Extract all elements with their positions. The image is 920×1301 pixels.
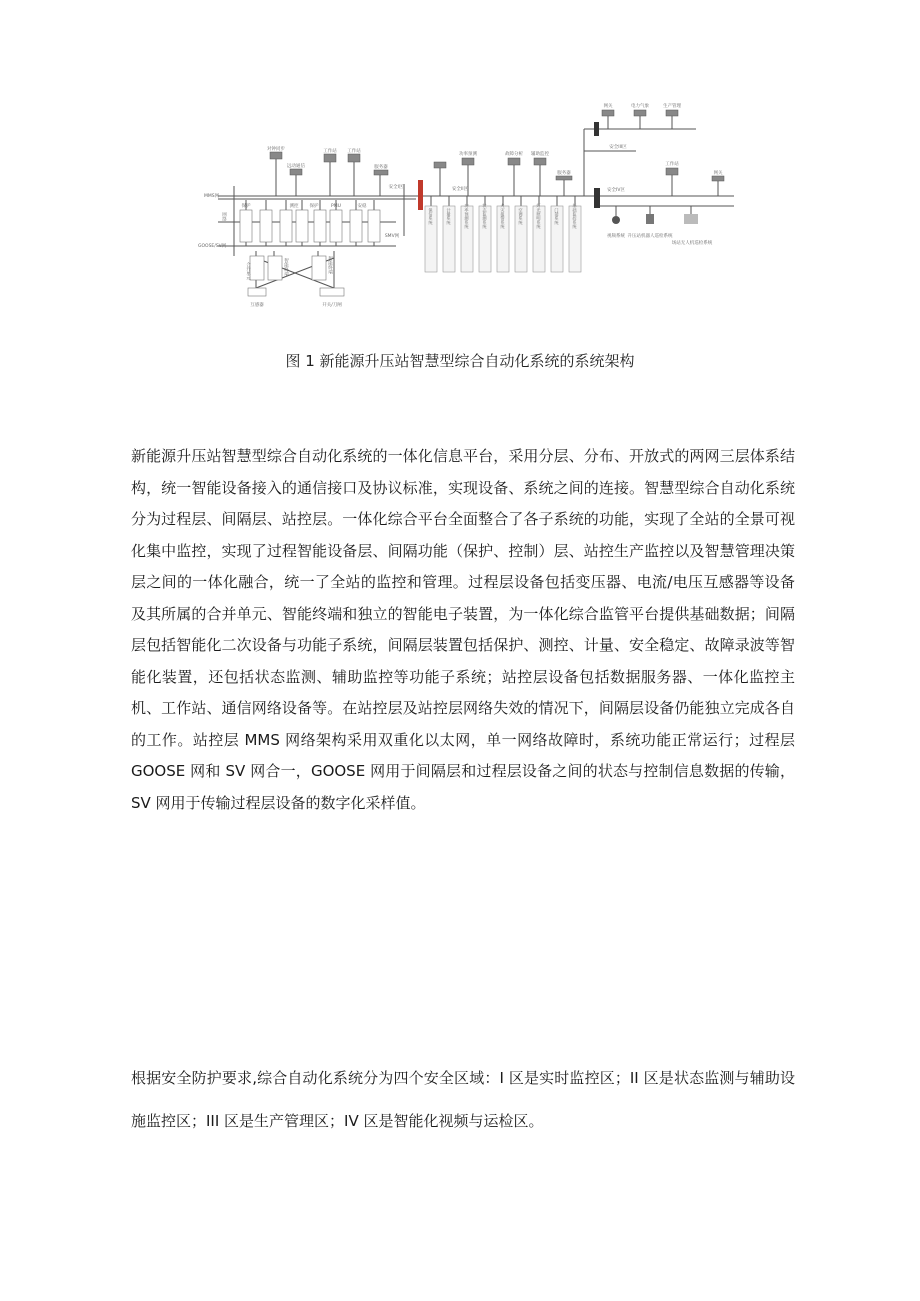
smv-label: SMV网 — [384, 234, 400, 239]
video-camera-icon — [612, 216, 620, 224]
gateway-right-label: 网关 — [713, 171, 723, 176]
bay-device-box — [280, 210, 292, 242]
fault-analysis-icon — [508, 158, 520, 165]
zone-iv-label: 安全IV区 — [607, 188, 625, 193]
smart-terminal-1-label: 智能终端 — [283, 258, 289, 276]
workstation-2-icon — [348, 154, 360, 162]
subsystem-label: 基础监控系统 — [572, 203, 578, 229]
remote-server-icon — [290, 169, 302, 175]
bay-device-box — [240, 210, 252, 242]
gateway-right-icon — [712, 176, 724, 181]
subsystem-label: 灯光照明系统 — [536, 203, 542, 229]
smart-terminal-box — [312, 256, 326, 280]
subsystem-label: 计量系统 — [446, 207, 452, 225]
safety-label: 安稳 — [357, 204, 367, 209]
bay-device-box — [368, 210, 380, 242]
production-label: 生产管理 — [663, 104, 681, 109]
aux-monitor-label: 辅助监控 — [531, 152, 549, 157]
figure-caption: 图 1 新能源升压站智慧型综合自动化系统的系统架构 — [285, 352, 635, 370]
weather-icon — [634, 110, 646, 116]
firewall-icon — [418, 180, 423, 210]
robot-icon — [646, 214, 654, 224]
workstation-1-label: 工作站 — [323, 149, 337, 154]
server-1-icon — [374, 170, 388, 175]
net-label: 网络 — [221, 212, 227, 221]
body-paragraph-1: 新能源升压站智慧型综合自动化系统的一体化信息平台，采用分层、分布、开放式的两网三层体系结构，统一智能设备接入的通信接口及协议标准，实现设备、系统之间的连接。智慧型综合自动化系统分为过程层、间隔层、站控层。一体化综合平台全面整合了各子系统的功能，实现了全站的全景可视化集中监控，实现了过程智能设备层、间隔功能（保护、控制）层、站控生产监控以及智慧管理决策层之间的一体化融合，统一了全站的监控和管理。过程层设备包括变压器、电流/电压互感器等设备及其所属的合并单元、智能终端和独立的智能电子装置，为一体化综合监管平台提供基础数据；间隔层包括智能化二次设备与功能子系统，间隔层装置包括保护、测控、计量、安全稳定、故障录波等智能化装置，还包括状态监测、辅助监控等功能子系统；站控层设备包括数据服务器、一体化监控主机、工作站、通信网络设备等。在站控层及站控层网络失效的情况下，间隔层设备仍能独立完成各自的工作。站控层 MMS 网络架构采用双重化以太网，单一网络故障时，系统功能正常运行；过程层 GOOSE 网和 SV 网合一，GOOSE 网用于间隔层和过程层设备之间的状态与控制信息数据的传输，SV 网用于传输过程层设备的数字化采样值。 — [131, 447, 795, 812]
goose-sv-label: GOOSE/SV网 — [198, 244, 227, 249]
subsystem-label: 火灾报警系统 — [500, 203, 506, 229]
bay-device-box — [350, 210, 362, 242]
workstation-3-icon — [666, 168, 678, 175]
time-sync-label: 对钟同步 — [267, 147, 285, 152]
power-forecast-icon — [462, 158, 474, 165]
subsystem-label: 门禁系统 — [554, 207, 560, 225]
remote-label: 远动通信 — [287, 164, 305, 169]
bay-device-box — [260, 210, 272, 242]
gateway-mid-icon — [434, 162, 446, 168]
protection-1-label: 保护 — [241, 204, 251, 209]
transformer-label: 互感器 — [250, 303, 264, 308]
weather-label: 电力气象 — [631, 104, 649, 109]
system-architecture-diagram — [196, 96, 744, 318]
aux-monitor-icon — [534, 158, 546, 165]
power-forecast-label: 功率预测 — [459, 152, 477, 157]
subsystem-label: 保信系统 — [428, 207, 434, 225]
isolator-top-icon — [594, 122, 599, 136]
server-1-label: 服务器 — [374, 165, 388, 170]
gateway-top-icon — [602, 110, 614, 116]
protection-2-label: 保护 — [309, 204, 319, 209]
drone-icon — [684, 214, 698, 224]
server-2-label: 服务器 — [557, 171, 571, 176]
bay-device-box — [330, 210, 342, 242]
workstation-1-icon — [324, 154, 336, 162]
workstation-3-label: 工作站 — [665, 162, 679, 167]
smart-terminal-2-label: 智能终端 — [327, 256, 333, 274]
smart-terminal-box — [268, 256, 282, 280]
zone-i-label: 安全I区 — [388, 185, 404, 190]
robot-patrol-label: 升压站机器人巡检系统 — [627, 234, 673, 239]
transformer-box — [248, 288, 266, 296]
architecture-svg — [196, 96, 744, 318]
time-sync-icon — [270, 152, 282, 159]
merging-unit-label: 合并单元 — [245, 262, 251, 280]
mms-label: MMS网 — [204, 194, 220, 199]
fault-analysis-label: 故障分析 — [505, 152, 523, 157]
pmu-label: PMU — [331, 204, 341, 209]
zone-iii-label: 安全III区 — [609, 145, 627, 150]
drone-patrol-label: 场站无人机巡检系统 — [671, 241, 713, 246]
server-2-icon — [556, 176, 572, 180]
gateway-top-label: 网关 — [603, 104, 613, 109]
subsystem-label: 状态监测系统 — [482, 203, 488, 229]
video-system-label: 视频系统 — [607, 234, 625, 239]
workstation-2-label: 工作站 — [347, 149, 361, 154]
switch-label: 开关/刀闸 — [322, 303, 342, 308]
bay-device-box — [314, 210, 326, 242]
production-icon — [666, 110, 678, 116]
body-paragraph-2: 根据安全防护要求,综合自动化系统分为四个安全区域：I 区是实时监控区；II 区是状态监测与辅助设施监控区；III 区是生产管理区；IV 区是智能化视频与运检区。 — [131, 1069, 795, 1130]
switch-box — [320, 288, 344, 296]
isolator-icon — [594, 188, 600, 208]
zone-ii-label: 安全II区 — [451, 187, 469, 192]
subsystem-label: 功率预测系统 — [464, 203, 470, 229]
measure-ctrl-label: 测控 — [289, 204, 299, 209]
bay-device-box — [296, 210, 308, 242]
subsystem-label: 空调系统 — [518, 207, 524, 225]
merging-unit-box — [250, 256, 264, 280]
